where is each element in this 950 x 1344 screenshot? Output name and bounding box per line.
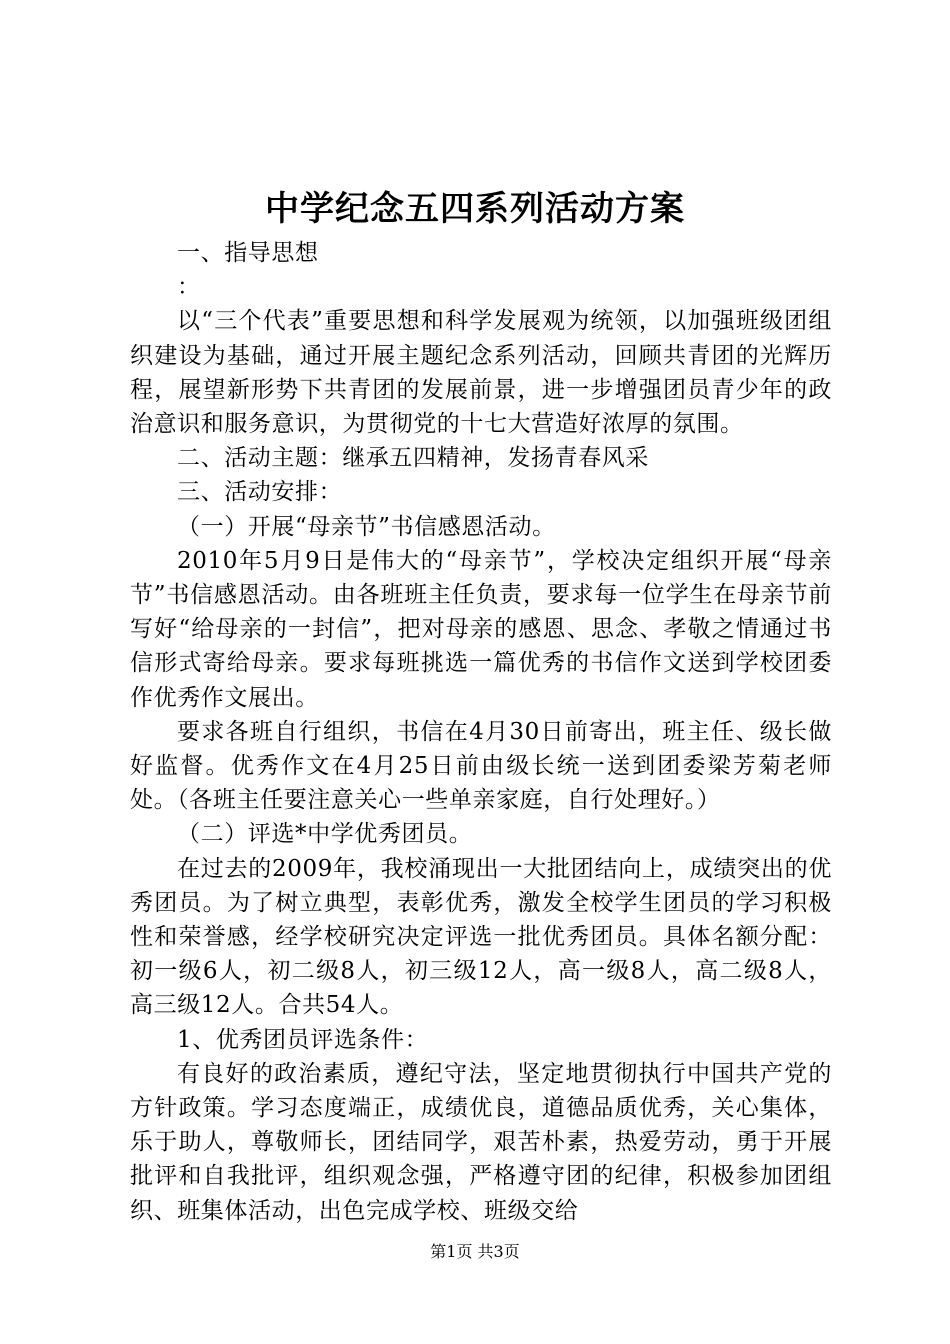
document-title: 中学纪念五四系列活动方案 (265, 189, 685, 229)
section-heading-arrangement: 三、活动安排： (177, 479, 343, 506)
paragraph-criteria: 有良好的政治素质，遵纪守法，坚定地贯彻执行中国共产党的方针政策。学习态度端正，成绩优良，道德品质优秀，关心集体，乐于助人，尊敬师长，团结同学，艰苦朴素，热爱劳动，勇于开展批评和自我批评，组织观念强，严格遵守团的纪律，积极参加团组织、班集体活动，出色完成学校、班级交给 (130, 1060, 832, 1224)
colon-line: ： (177, 274, 201, 301)
section-heading-theme: 二、活动主题：继承五四精神，发扬青春风采 (177, 445, 649, 472)
page-number-footer: 第1页 共3页 (430, 1242, 520, 1261)
subheading-criteria: 1、优秀团员评选条件： (177, 1026, 429, 1053)
paragraph-guiding-thought: 以“三个代表”重要思想和科学发展观为统领，以加强班级团组织建设为基础，通过开展主题纪念系列活动，回顾共青团的光辉历程，展望新形势下共青团的发展前景，进一步增强团员青少年的政治意识和服务意识，为贯彻党的十七大营造好浓厚的氛围。 (130, 308, 832, 438)
paragraph-mothers-day: 2010年5月9日是伟大的“母亲节”，学校决定组织开展“母亲节”书信感恩活动。由各班班主任负责，要求每一位学生在母亲节前写好“给母亲的一封信”，把对母亲的感恩、思念、孝敬之情通过书信形式寄给母亲。要求每班挑选一篇优秀的书信作文送到学校团委作优秀作文展出。 (130, 547, 832, 711)
paragraph-letter-requirements: 要求各班自行组织，书信在4月30日前寄出，班主任、级长做好监督。优秀作文在4月25日前由级长统一送到团委梁芳菊老师处。（各班主任要注意关心一些单亲家庭，自行处理好。） (130, 718, 832, 814)
document-body (130, 236, 832, 1228)
subheading-outstanding-members: （二）评选*中学优秀团员。 (177, 821, 473, 848)
subheading-mothers-day: （一）开展“母亲节”书信感恩活动。 (177, 513, 556, 540)
section-heading-guiding-thought: 一、指导思想 (177, 240, 319, 266)
paragraph-outstanding-members: 在过去的2009年，我校涌现出一大批团结向上，成绩突出的优秀团员。为了树立典型，表彰优秀，激发全校学生团员的学习积极性和荣誉感，经学校研究决定评选一批优秀团员。具体名额分配：初一级6人，初二级8人，初三级12人，高一级8人，高二级8人，高三级12人。合共54人。 (130, 855, 832, 1019)
